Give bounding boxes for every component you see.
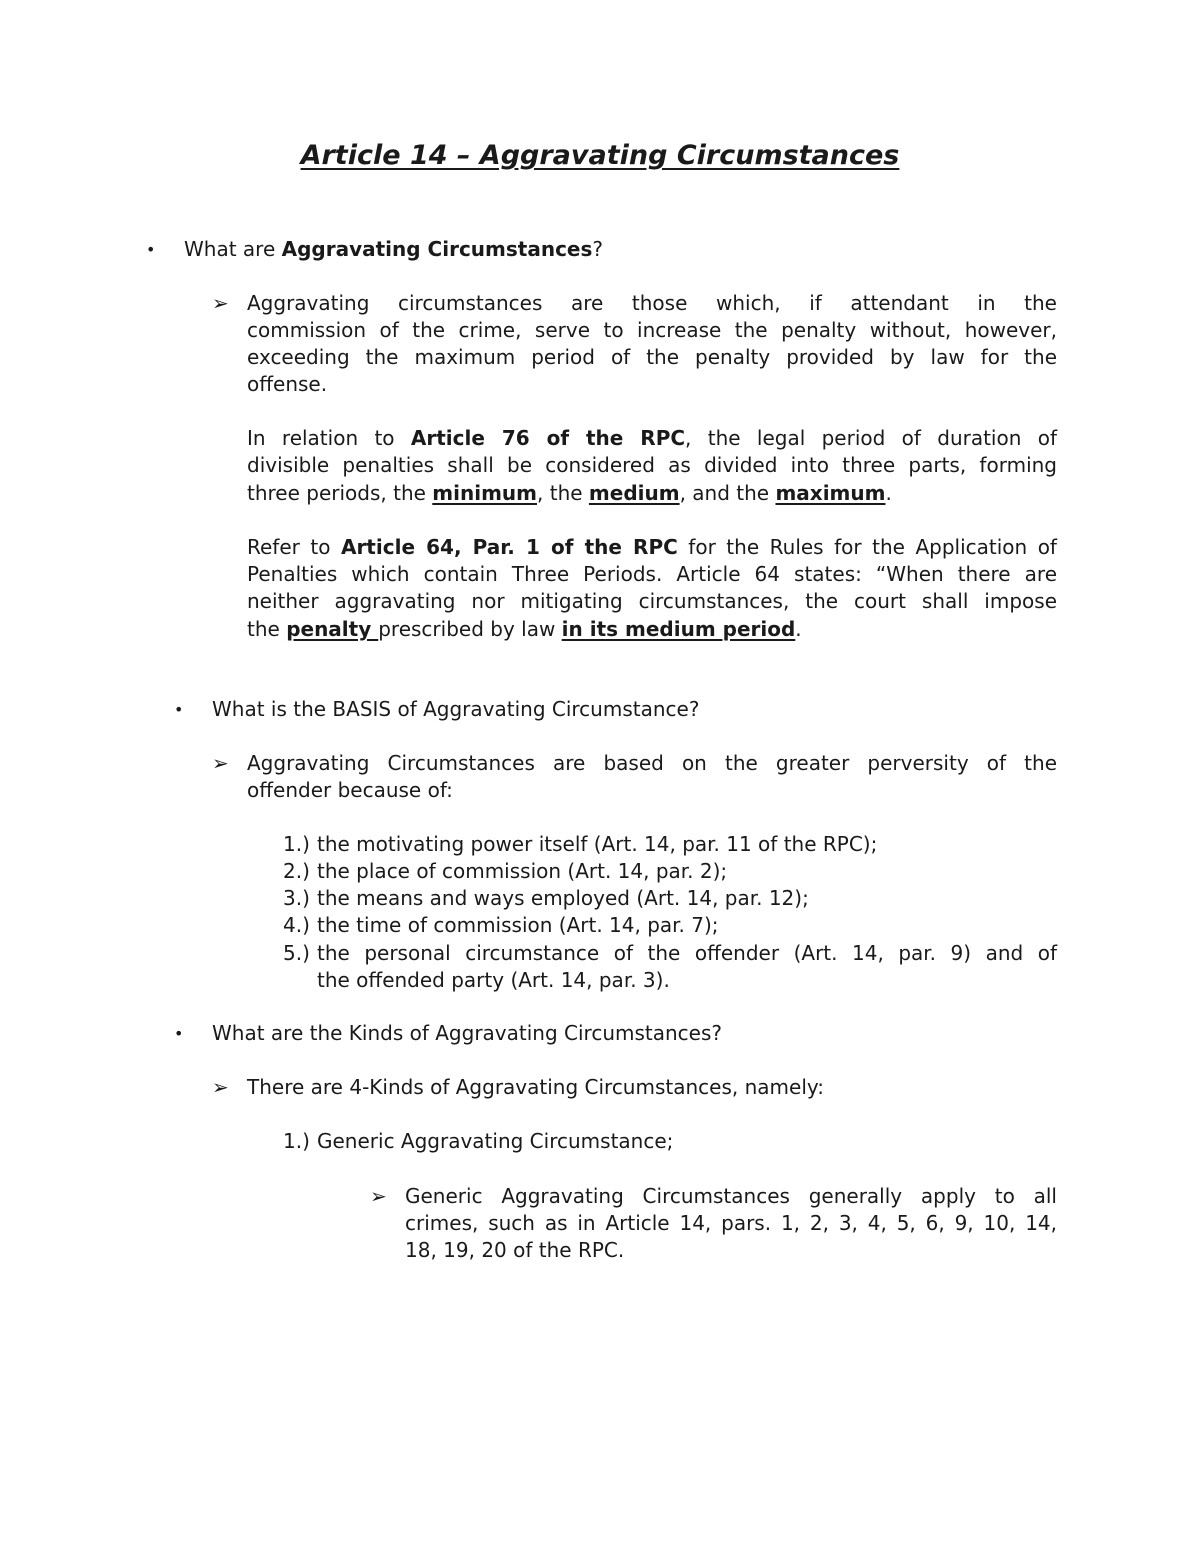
list-item: the means and ways employed (Art. 14, par. 12); bbox=[317, 886, 809, 910]
list-number: 1.) bbox=[283, 832, 310, 856]
answer-line: Aggravating Circumstances are based on the greater perversity of the bbox=[247, 751, 1057, 775]
list-number: 4.) bbox=[283, 913, 310, 937]
answer-line: There are 4-Kinds of Aggravating Circumstances, namely: bbox=[247, 1075, 824, 1099]
list-item: the personal circumstance of the offender (Art. 14, par. 9) and of bbox=[317, 941, 1057, 965]
sub-answer-line: 18, 19, 20 of the RPC. bbox=[405, 1238, 625, 1262]
list-item: Generic Aggravating Circumstance; bbox=[317, 1129, 674, 1153]
term-penalty: penalty bbox=[286, 617, 379, 641]
term-maximum: maximum bbox=[775, 481, 886, 505]
answer-line: exceeding the maximum period of the penalty provided by law for the bbox=[247, 345, 1057, 369]
paragraph-line: divisible penalties shall be considered as divided into three parts, forming bbox=[247, 453, 1057, 477]
sub-answer-line: crimes, such as in Article 14, pars. 1, 2, 3, 4, 5, 6, 9, 10, 14, bbox=[405, 1211, 1057, 1235]
arrow-bullet-icon: ➢ bbox=[212, 1075, 229, 1099]
question-kinds: What are the Kinds of Aggravating Circumstances? bbox=[212, 1021, 722, 1045]
paragraph-line: the penalty prescribed by law in its medium period. bbox=[247, 617, 802, 641]
arrow-bullet-icon: ➢ bbox=[212, 291, 229, 315]
term-medium-period: in its medium period bbox=[561, 617, 796, 641]
term-medium: medium bbox=[588, 481, 680, 505]
term-minimum: minimum bbox=[432, 481, 538, 505]
answer-line: commission of the crime, serve to increase the penalty without, however, bbox=[247, 318, 1057, 342]
arrow-bullet-icon: ➢ bbox=[212, 751, 229, 775]
list-number: 2.) bbox=[283, 859, 310, 883]
answer-line: Aggravating circumstances are those which, if attendant in the bbox=[247, 291, 1057, 315]
question-basis: What is the BASIS of Aggravating Circumstance? bbox=[212, 697, 700, 721]
answer-line: offense. bbox=[247, 372, 328, 396]
answer-line: offender because of: bbox=[247, 778, 453, 802]
list-number: 1.) bbox=[283, 1129, 310, 1153]
list-item: the place of commission (Art. 14, par. 2); bbox=[317, 859, 728, 883]
paragraph-line: three periods, the minimum, the medium, and the maximum. bbox=[247, 481, 892, 505]
list-item-continuation: the offended party (Art. 14, par. 3). bbox=[317, 968, 670, 992]
sub-answer-line: Generic Aggravating Circumstances generally apply to all bbox=[405, 1184, 1057, 1208]
paragraph-line: neither aggravating nor mitigating circumstances, the court shall impose bbox=[247, 589, 1057, 613]
list-item: the time of commission (Art. 14, par. 7); bbox=[317, 913, 719, 937]
arrow-bullet-icon: ➢ bbox=[370, 1184, 387, 1208]
page-title: Article 14 – Aggravating Circumstances bbox=[300, 140, 900, 171]
paragraph-line: Penalties which contain Three Periods. Article 64 states: “When there are bbox=[247, 562, 1057, 586]
bullet-icon: • bbox=[174, 700, 184, 719]
list-number: 3.) bbox=[283, 886, 310, 910]
bullet-icon: • bbox=[174, 1024, 184, 1043]
question-aggravating-circumstances: What are Aggravating Circumstances? bbox=[184, 237, 604, 261]
list-item: the motivating power itself (Art. 14, par. 11 of the RPC); bbox=[317, 832, 878, 856]
bullet-icon: • bbox=[146, 240, 156, 259]
paragraph-line: In relation to Article 76 of the RPC, the legal period of duration of bbox=[247, 426, 1058, 450]
paragraph-line: Refer to Article 64, Par. 1 of the RPC for the Rules for the Application of bbox=[247, 535, 1057, 559]
list-number: 5.) bbox=[283, 941, 310, 965]
